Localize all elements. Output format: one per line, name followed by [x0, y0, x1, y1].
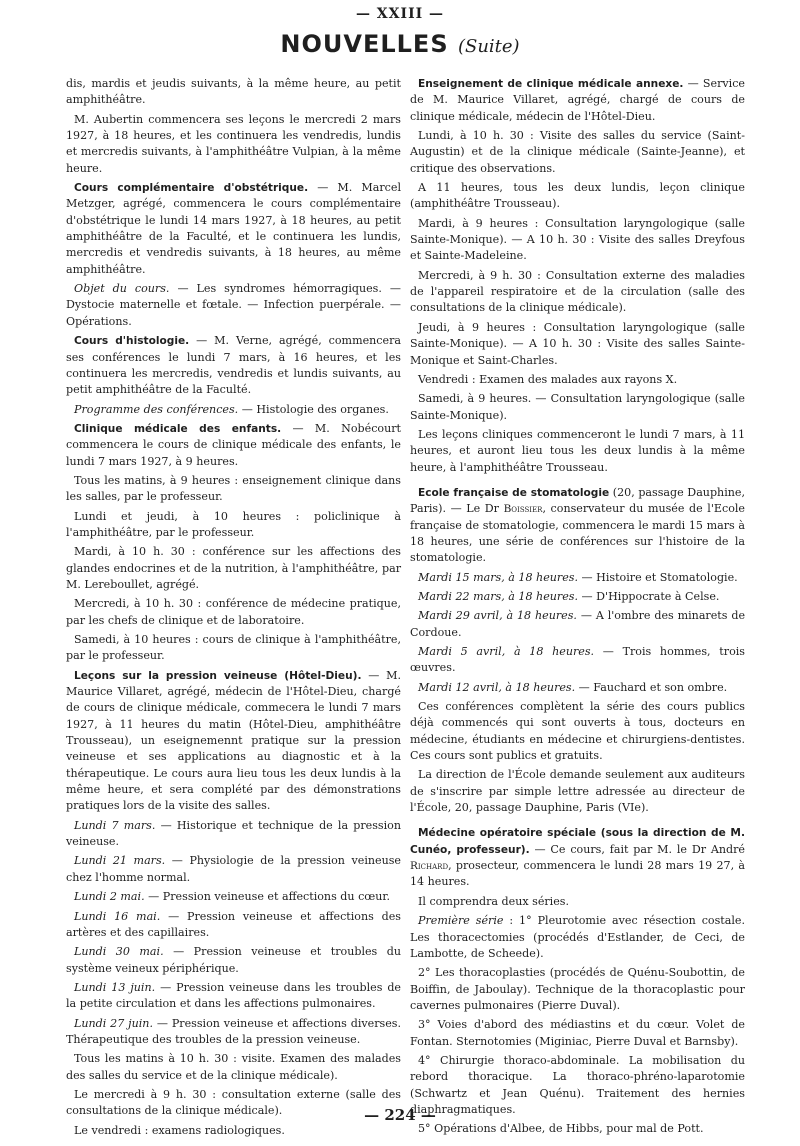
section-heading: Médecine opératoire spéciale (sous la direction de M. Cunéo, professeur).: [410, 827, 745, 856]
paragraph: Lundi 27 juin. — Pression veineuse et affections diverses. Thérapeutique des troubles de la pression veineuse.: [66, 1016, 402, 1046]
left-column: [66, 76, 401, 1142]
person-name: Richard: [410, 860, 449, 873]
paragraph: Lundi, à 10 h. 30 : Visite des salles du service (Saint-Augustin) et de la clinique médicale (Sainte-Jeanne), et critique des observations.: [410, 129, 745, 175]
italic-label: Lundi 30 mai.: [74, 945, 164, 959]
italic-label: Objet du cours.: [74, 282, 170, 296]
paragraph: Mardi, à 9 heures : Consultation laryngologique (salle Sainte-Monique). — A 10 h. 30 : Visite des salles Dreyfous et Sainte-Madeleine.: [410, 216, 745, 263]
paragraph: Mardi 29 avril, à 18 heures. — A l'ombre des minarets de Cordoue.: [410, 609, 746, 639]
paragraph: Mardi 5 avril, à 18 heures. — Trois hommes, trois œuvres.: [410, 645, 745, 675]
paragraph: 5° Opérations d'Albee, de Hibbs, pour mal de Pott.: [418, 1122, 704, 1136]
paragraph: A 11 heures, tous les deux lundis, leçon clinique (amphithéâtre Trousseau).: [410, 181, 745, 211]
section-heading: Cours complémentaire d'obstétrique.: [74, 182, 309, 195]
page-title: [0, 30, 800, 61]
italic-label: Lundi 2 mai.: [74, 890, 145, 904]
paragraph: Lundi 7 mars. — Historique et technique de la pression veineuse.: [66, 818, 401, 849]
section-heading: Cours d'histologie.: [74, 335, 190, 348]
section-heading: Clinique médicale des enfants.: [74, 422, 282, 435]
right-column: [410, 76, 745, 1141]
paragraph: Programme des conférences. — Histologie des organes.: [74, 402, 389, 416]
person-name: Boissier: [503, 503, 543, 516]
section-heading: Ecole française de stomatologie: [418, 486, 610, 499]
italic-label: Mardi 15 mars, à 18 heures.: [418, 570, 579, 584]
section-heading: Enseignement de clinique médicale annexe.: [418, 78, 684, 90]
paragraph: Leçons sur la pression veineuse (Hôtel-Dieu). — M. Maurice Villaret, agrégé, médecin de l'Hôtel-Dieu, chargé de cours de clinique médicale, commecera le lundi 7 mars 1927, à 11 heures du matin (Hôtel-Dieu, amphithéâtre Trousseau), un eseignemennt pratique sur la pression veineuse et ses applications au diagnostic et à la thérapeutique. Le cours aura lieu tous les deux lundis à la même heure, et sera complété par des démonstrations pratiques lors de la visite des salles.: [66, 668, 401, 813]
paragraph: Ecole française de stomatologie (20, passage Dauphine, Paris). — Le Dr Boissier, conservateur du musée de l'Ecole française de stomatologie, commencera le mardi 15 mars à 18 heures, une série de conférences sur l'histoire de la stomatologie.: [410, 485, 745, 565]
paragraph: Tous les matins, à 9 heures : enseignement clinique dans les salles, par le professeur.: [66, 473, 401, 504]
paragraph: Cours complémentaire d'obstétrique. — M. Marcel Metzger, agrégé, commencera le cours complémentaire d'obstétrique le lundi 14 mars 1927, à 18 heures, au petit amphithéâtre de la Faculté, et le continuera les lundis, mercredis et vendredis suivants, à 18 heures, au même amphithéâtre.: [66, 181, 401, 276]
title-suite: (Suite): [457, 36, 520, 57]
italic-label: Première série: [418, 914, 504, 928]
paragraph: Cours d'histologie. — M. Verne, agrégé, commencera ses conférences le lundi 7 mars, à 16 heures, et les continuera les mercredis, vendredis et lundis suivants, au petit amphithéâtre de la Faculté.: [66, 334, 402, 397]
italic-label: Mardi 29 avril, à 18 heures.: [418, 609, 577, 623]
italic-label: Lundi 27 juin.: [74, 1016, 153, 1030]
italic-label: Mardi 12 avril, à 18 heures.: [418, 680, 576, 694]
page-number: — 224 —: [364, 1106, 436, 1124]
title-text: NOUVELLES: [280, 30, 449, 58]
paragraph: Le vendredi : examens radiologiques.: [74, 1123, 285, 1137]
paragraph: La direction de l'École demande seulement aux auditeurs de s'inscrire par simple lettre adressée au directeur de l'École, 20, passage Dauphine, Paris (VIe).: [410, 768, 745, 815]
paragraph: Lundi 16 mai. — Pression veineuse et affections des artères et des capillaires.: [66, 909, 401, 939]
italic-label: Mardi 22 mars, à 18 heures.: [418, 589, 579, 603]
italic-label: Programme des conférences.: [74, 402, 239, 416]
paragraph: 3° Voies d'abord des médiastins et du cœur. Volet de Fontan. Sternotomies (Miginiac, Pierre Duval et Barnsby).: [410, 1018, 745, 1048]
italic-label: Lundi 16 mai.: [74, 909, 161, 923]
paragraph: Ces conférences complètent la série des cours publics déjà commencés qui sont ouverts à tous, docteurs en médecine, étudiants en médecine et chirurgiens-dentistes. Ces cours sont publics et gratuits.: [410, 700, 745, 763]
paragraph: Mercredi, à 10 h. 30 : conférence de médecine pratique, par les chefs de clinique et de laboratoire.: [66, 597, 401, 627]
paragraph: Le mercredi à 9 h. 30 : consultation externe (salle des consultations de la clinique médicale).: [66, 1087, 401, 1118]
paragraph: Il comprendra deux séries.: [418, 894, 570, 908]
paragraph: Mardi 15 mars, à 18 heures. — Histoire et Stomatologie.: [418, 570, 738, 584]
paragraph: 2° Les thoracoplasties (procédés de Quénu-Soubottin, de Boiffin, de Jaboulay). Technique de la thoracoplastic pour cavernes pulmonaires (Pierre Duval).: [410, 966, 745, 1012]
roman-page-number: — XXIII —: [355, 6, 445, 22]
paragraph: Clinique médicale des enfants. — M. Nobécourt commencera le cours de clinique médicale des enfants, le lundi 7 mars 1927, à 9 heures.: [66, 421, 401, 468]
paragraph: Objet du cours. — Les syndromes hémorragiques. — Dystocie maternelle et fœtale. — Infection puerpérale. — Opérations.: [66, 282, 401, 328]
paragraph: Mardi, à 10 h. 30 : conférence sur les affections des glandes endocrines et de la nutrition, à l'amphithéâtre, par M. Lereboullet, agrégé.: [66, 545, 401, 591]
paragraph: Première série : 1° Pleurotomie avec résection costale. Les thoracectomies (procédés d'Estlander, de Ceci, de Lambotte, de Scheede).: [410, 914, 745, 960]
paragraph: Médecine opératoire spéciale (sous la direction de M. Cunéo, professeur). — Ce cours, fait par M. le Dr André Richard, prosecteur, commencera le lundi 28 mars 19 27, à 14 heures.: [410, 827, 745, 889]
paragraph: 4° Chirurgie thoraco-abdominale. La mobilisation du rebord thoracique. La thoraco-phréno-laparotomie (Schwartz et Jean Quénu). Traitement des hernies diaphragmatiques.: [410, 1053, 745, 1116]
italic-label: Mardi 5 avril, à 18 heures.: [418, 645, 595, 658]
paragraph: Jeudi, à 9 heures : Consultation laryngologique (salle Sainte-Monique). — A 10 h. 30 : Visite des salles Sainte-Monique et Saint-Charles.: [410, 320, 745, 367]
paragraph: Lundi et jeudi, à 10 heures : policlinique à l'amphithéâtre, par le professeur.: [66, 509, 401, 539]
paragraph: Vendredi : Examen des malades aux rayons X.: [418, 372, 678, 386]
paragraph: Lundi 13 juin. — Pression veineuse dans les troubles de la petite circulation et dans les affections pulmonaires.: [66, 980, 402, 1011]
paragraph: Samedi, à 10 heures : cours de clinique à l'amphithéâtre, par le professeur.: [66, 633, 401, 663]
paragraph: Enseignement de clinique médicale annexe. — Service de M. Maurice Villaret, agrégé, chargé de cours de clinique médicale, médecin de l'Hôtel-Dieu.: [410, 77, 745, 123]
italic-label: Lundi 7 mars.: [74, 818, 156, 832]
paragraph: Mardi 12 avril, à 18 heures. — Fauchard et son ombre.: [418, 680, 728, 694]
paragraph: Mardi 22 mars, à 18 heures. — D'Hippocrate à Celse.: [418, 589, 720, 603]
italic-label: Lundi 21 mars.: [74, 854, 166, 868]
paragraph: Samedi, à 9 heures. — Consultation laryngologique (salle Sainte-Monique).: [410, 392, 745, 422]
paragraph: M. Aubertin commencera ses leçons le mercredi 2 mars 1927, à 18 heures, et les continuera les vendredis, lundis et mercredis suivants, à l'amphithéâtre Vulpian, à la même heure.: [66, 112, 401, 175]
paragraph: Lundi 21 mars. — Physiologie de la pression veineuse chez l'homme normal.: [66, 854, 401, 884]
paragraph: dis, mardis et jeudis suivants, à la même heure, au petit amphithéâtre.: [66, 77, 401, 107]
paragraph: Tous les matins à 10 h. 30 : visite. Examen des malades des salles du service et de la clinique médicale).: [66, 1052, 401, 1082]
paragraph: Les leçons cliniques commenceront le lundi 7 mars, à 11 heures, et auront lieu tous les deux lundis à la même heure, à l'amphithéâtre Trousseau.: [410, 427, 745, 474]
paragraph: Lundi 2 mai. — Pression veineuse et affections du cœur.: [74, 890, 391, 904]
italic-label: Lundi 13 juin.: [74, 980, 156, 994]
paragraph: Lundi 30 mai. — Pression veineuse et troubles du système veineux périphérique.: [66, 945, 401, 975]
paragraph: Mercredi, à 9 h. 30 : Consultation externe des maladies de l'appareil respiratoire et de la circulation (salle des consultations de la clinique médicale).: [410, 268, 745, 315]
section-heading: Leçons sur la pression veineuse (Hôtel-Dieu).: [74, 669, 362, 682]
